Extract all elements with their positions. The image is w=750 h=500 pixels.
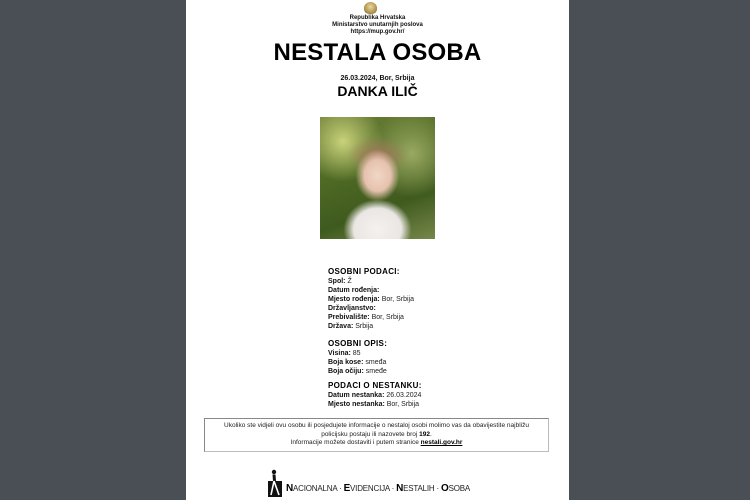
header-ministry: Ministarstvo unutarnjih poslova	[332, 22, 423, 28]
coat-of-arms-icon	[364, 2, 377, 14]
field-row: Boja očiju: smeđe	[328, 368, 387, 375]
field-row: Visina: 85	[328, 350, 361, 357]
section-heading: OSOBNI OPIS:	[328, 339, 388, 348]
notice-line: policijsku postaju ili nazovete broj 192.	[321, 430, 432, 438]
field-row: Mjesto nestanka: Bor, Srbija	[328, 401, 420, 408]
person-photo	[320, 117, 435, 239]
contact-notice-box	[204, 418, 549, 452]
section-heading: PODACI O NESTANKU:	[328, 381, 422, 390]
personal-data-section	[328, 267, 414, 331]
field-row: Državljanstvo:	[328, 305, 376, 312]
nen-wordmark: NACIONALNA · EVIDENCIJA · NESTALIH · OSOBA	[286, 483, 471, 494]
personal-description-section	[328, 339, 387, 376]
header-country: Republika Hrvatska	[349, 15, 406, 21]
field-row: Prebivalište: Bor, Srbija	[328, 314, 404, 321]
website-link[interactable]: nestali.gov.hr	[420, 439, 463, 446]
field-row: Država: Srbija	[328, 323, 374, 330]
field-row: Mjesto rođenja: Bor, Srbija	[328, 296, 414, 303]
person-name: DANKA ILIČ	[337, 83, 418, 99]
date-place: 26.03.2024, Bor, Srbija	[340, 75, 415, 82]
field-row: Datum nestanka: 26.03.2024	[328, 392, 422, 399]
page-title: NESTALA OSOBA	[273, 39, 482, 66]
notice-line: Informacije možete dostaviti i putem stranice nestali.gov.hr	[290, 439, 463, 446]
header-url: https://mup.gov.hr/	[350, 29, 405, 35]
document-page	[186, 0, 569, 500]
phone-number: 192	[419, 430, 430, 438]
nen-walking-figure-logo-icon	[268, 469, 282, 497]
notice-line: Ukoliko ste vidjeli ovu osobu ili posjedujete informacije o nestaloj osobi molimo vas da obavijestite najbližu	[224, 422, 529, 429]
section-heading: OSOBNI PODACI:	[328, 267, 400, 276]
field-row: Boja kose: smeđa	[328, 359, 387, 366]
disappearance-section	[328, 381, 422, 409]
field-row: Spol: Ž	[328, 278, 352, 285]
field-row: Datum rođenja:	[328, 287, 380, 294]
